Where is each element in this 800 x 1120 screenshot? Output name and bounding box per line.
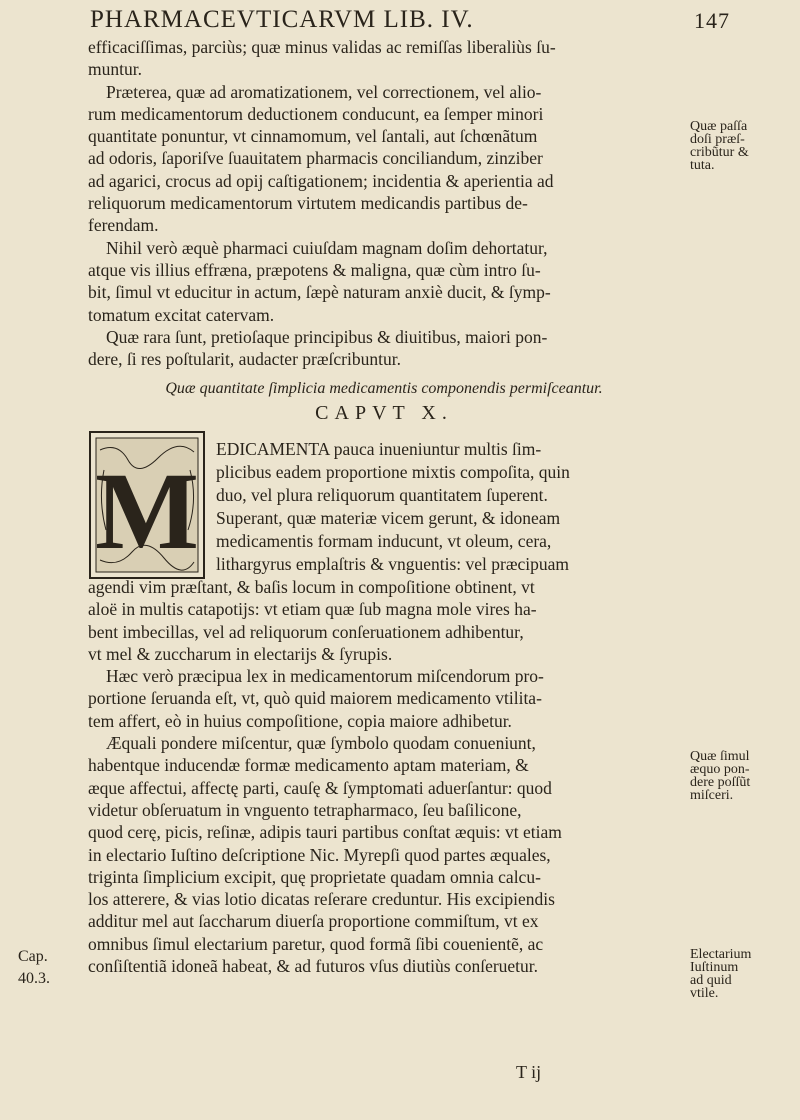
text-block-bottom bbox=[88, 576, 680, 977]
text-line: in electario Iuſtino deſcriptione Nic. Myrepſi quod partes æquales, bbox=[88, 844, 551, 865]
text-line: atque vis illius effræna, præpotens & maligna, quæ cùm intro ſu- bbox=[88, 259, 541, 280]
text-line: additur mel aut ſaccharum diuerſa proportione commiſtum, vt ex bbox=[88, 911, 539, 932]
text-line: efficaciſſimas, parciùs; quæ minus validas ac remiſſas liberaliùs ſu- bbox=[88, 37, 556, 57]
text-line: Hæc verò præcipua lex in medicamentorum miſcendorum pro- bbox=[106, 666, 544, 687]
margin-line: miſceri. bbox=[690, 788, 734, 803]
text-line: agendi vim præſtant, & baſis locum in compoſitione obtinent, vt bbox=[88, 577, 535, 597]
text-line: bent imbecillas, vel ad reliquorum conſeruationem adhibentur, bbox=[88, 621, 524, 642]
margin-line: vtile. bbox=[690, 986, 719, 1001]
running-title: PHARMACEVTICARVM LIB. IV. bbox=[90, 6, 474, 33]
text-line: tem affert, eò in huius compoſitione, copia maiore adhibetur. bbox=[88, 710, 512, 731]
margin-note bbox=[690, 750, 790, 802]
text-line: æque affectui, affectę parti, cauſę & ſymptomati aduerſantur: quod bbox=[88, 777, 552, 798]
margin-line: doſi præſ- bbox=[690, 132, 745, 147]
text-line: medicamentis formam inducunt, vt oleum, cera, bbox=[216, 531, 552, 551]
text-line: EDICAMENTA pauca inueniuntur multis ſim- bbox=[216, 439, 542, 459]
text-block-top bbox=[88, 36, 680, 430]
text-line: Quæ rara ſunt, pretioſaque principibus & diuitibus, maiori pon- bbox=[106, 326, 548, 347]
text-line: Præterea, quæ ad aromatizationem, vel correctionem, vel alio- bbox=[106, 81, 542, 102]
text-line: duo, vel plura reliquorum quantitatem ſuperent. bbox=[216, 485, 548, 505]
text-line: quod cerę, picis, reſinæ, adipis tauri partibus conſtat æquis: vt etiam bbox=[88, 822, 562, 843]
text-line: vt mel & zuccharum in electarijs & ſyrupis. bbox=[88, 643, 393, 664]
text-line: muntur. bbox=[88, 59, 142, 80]
text-line: conſiſtentiã idoneã habeat, & ad futuros vſus diutiùs conſeruetur. bbox=[88, 956, 539, 977]
svg-text:M: M bbox=[95, 450, 199, 572]
text-line: lithargyrus emplaſtris & vnguentis: vel præcipuam bbox=[216, 554, 570, 574]
margin-line: tuta. bbox=[690, 158, 715, 173]
margin-note bbox=[690, 948, 790, 1000]
text-line: plicibus eadem proportione mixtis compoſita, quin bbox=[216, 462, 570, 482]
text-line: bit, ſimul vt educitur in actum, ſæpè naturam anxiè ducit, & ſymp- bbox=[88, 282, 551, 303]
margin-line: Quæ paſſa bbox=[690, 119, 748, 134]
text-line: portione ſeruanda eſt, vt, quò quid maiorem medicamento vtilita- bbox=[88, 688, 542, 709]
text-line: aloë in multis catapotijs: vt etiam quæ ſub magna mole vires ha- bbox=[88, 599, 537, 620]
page-number: 147 bbox=[694, 8, 730, 33]
margin-line: dere poſſũt bbox=[690, 775, 751, 790]
text-line: ferendam. bbox=[88, 215, 159, 236]
text-line: omnibus ſimul electarium paretur, quod formã ſibi couenientẽ, ac bbox=[88, 933, 544, 954]
text-line: Superant, quæ materiæ vicem gerunt, & idoneam bbox=[216, 508, 561, 528]
margin-line: Quæ ſimul bbox=[690, 749, 750, 764]
margin-line: æquo pon- bbox=[690, 762, 750, 777]
margin-line: cribũtur & bbox=[690, 145, 749, 160]
running-header bbox=[90, 6, 730, 36]
text-line: habentque inducendæ formæ medicamento aptam materiam, & bbox=[88, 755, 529, 776]
chapref-line: 40.3. bbox=[18, 970, 50, 987]
text-line: rum medicamentorum deductionem conducunt, ea ſemper minori bbox=[88, 103, 544, 124]
ornamental-initial bbox=[88, 430, 206, 580]
text-line: quantitate ponuntur, vt cinnamomum, vel ſantali, aut ſchœnãtum bbox=[88, 126, 538, 147]
text-line: videtur obſeruatum in vnguento tetrapharmaco, ſeu baſilicone, bbox=[88, 799, 522, 820]
text-line: ad agarici, crocus ad opij caſtigationem; incidentia & aperientia ad bbox=[88, 170, 554, 191]
text-line: Nihil verò æquè pharmaci cuiuſdam magnam doſim dehortatur, bbox=[106, 237, 548, 258]
margin-line: ad quid bbox=[690, 973, 732, 988]
chapter-subtitle: Quæ quantitate ſimplicia medicamentis componendis permiſceantur. bbox=[165, 380, 603, 398]
margin-line: Iuſtinum bbox=[690, 960, 739, 975]
text-line: los atterere, & vias lotio dicatas reſerare creduntur. His excipiendis bbox=[88, 889, 555, 910]
chapref-line: Cap. bbox=[18, 948, 48, 965]
text-line: tomatum excitat catervam. bbox=[88, 304, 275, 325]
signature-mark: T ij bbox=[516, 1062, 542, 1082]
text-line: dere, ſi res poſtularit, audacter præſcribuntur. bbox=[88, 349, 401, 370]
text-line: reliquorum medicamentorum virtutem medicandis partibus de- bbox=[88, 193, 528, 214]
chapter-reference bbox=[18, 946, 50, 990]
text-line: Æquali pondere miſcentur, quæ ſymbolo quodam conueniunt, bbox=[106, 733, 536, 754]
text-line: triginta ſimplicium excipit, quę proprietate quadam omnia calcu- bbox=[88, 866, 541, 887]
margin-note bbox=[690, 120, 790, 172]
text-line: ad odoris, ſaporiſve ſuauitatem pharmacis conciliandum, zinziber bbox=[88, 148, 543, 169]
chapter-heading: CAPVT X. bbox=[315, 402, 453, 425]
margin-line: Electarium bbox=[690, 947, 752, 962]
